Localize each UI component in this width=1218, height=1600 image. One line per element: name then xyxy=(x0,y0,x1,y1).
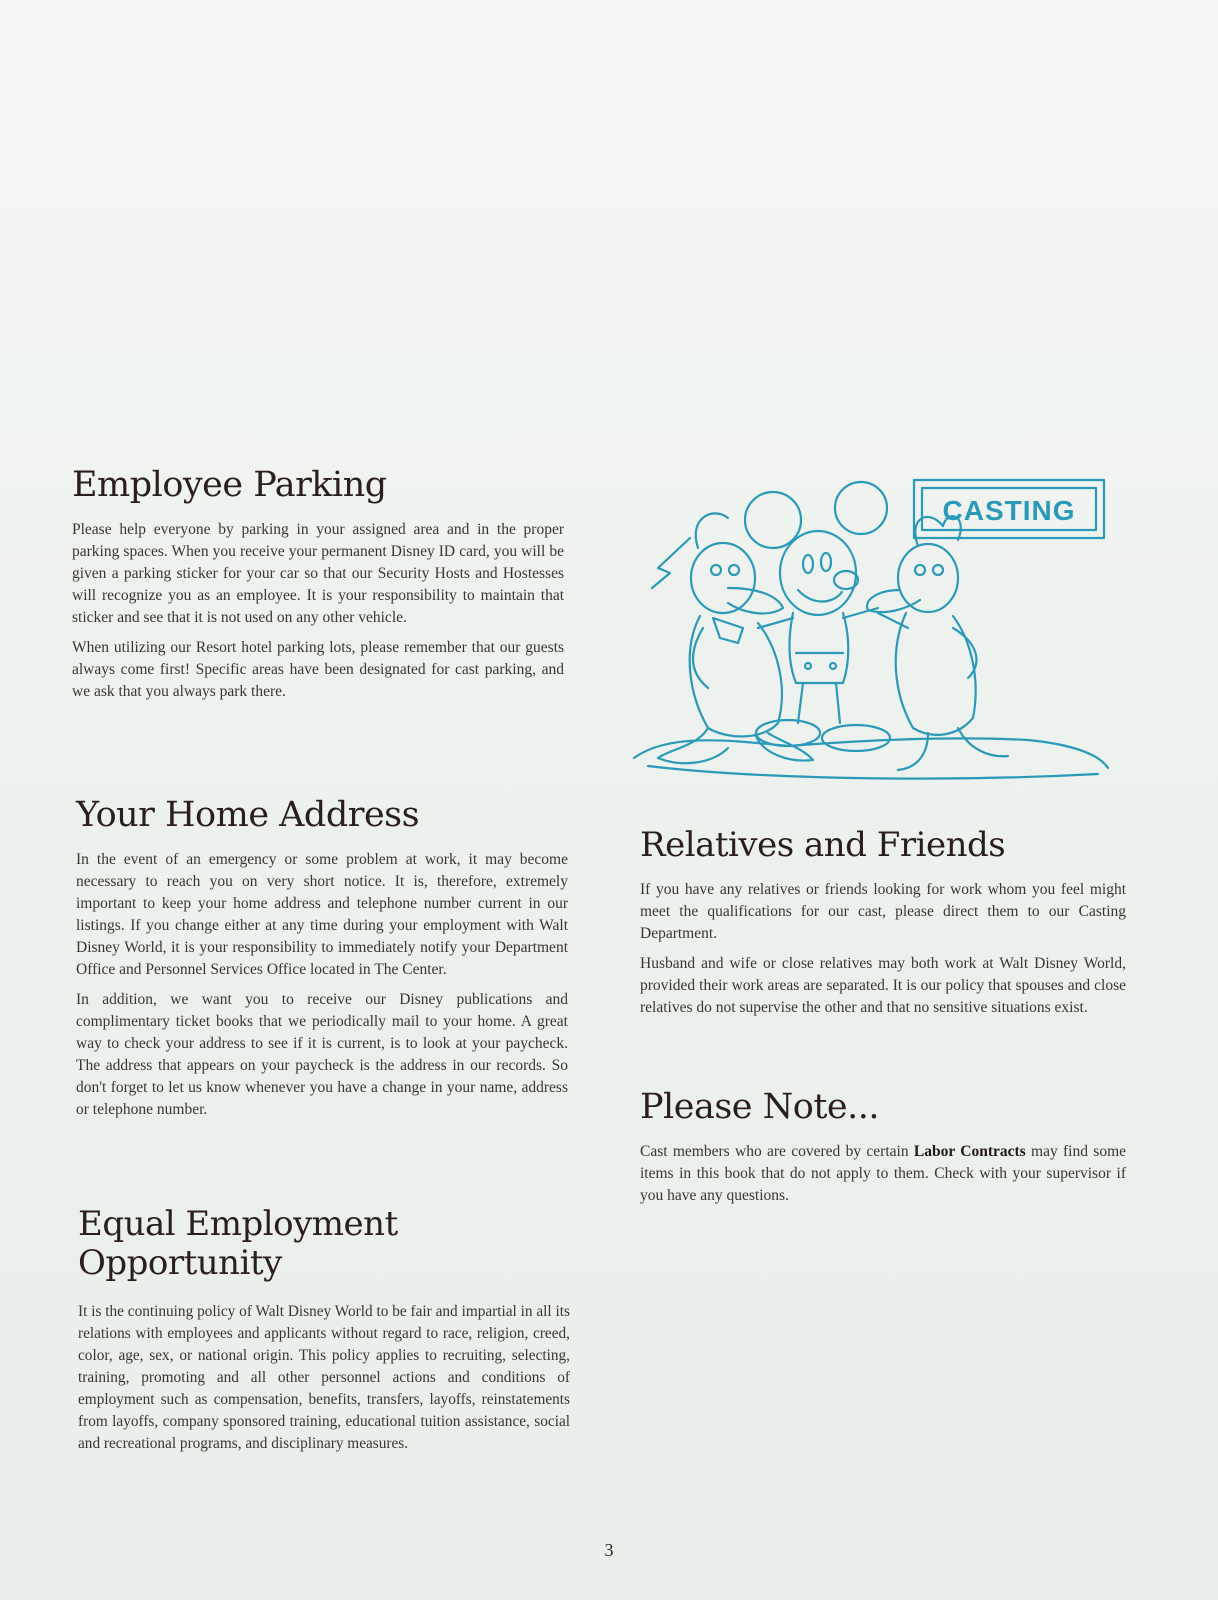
relatives-friends-heading: Relatives and Friends xyxy=(640,825,1006,865)
mickey-mouse-sketch xyxy=(745,482,890,751)
please-note-section xyxy=(640,1087,1126,1207)
home-address-paragraph-2: In addition, we want you to receive our Disney publications and complimentary ticket books that we periodically mail to your home. A great way to check your address to see if it is current, is to look at your paycheck. The address that appears on your paycheck is the address in our records. So don't forget to let us know whenever you have a change in your name, address or telephone number. xyxy=(76,991,568,1119)
casting-characters-illustration xyxy=(628,478,1128,808)
employee-parking-paragraph-1: Please help everyone by parking in your assigned area and in the proper parking spaces. When you receive your permanent Disney ID card, you will be given a parking sticker for your car so that our Security Hosts and Hostesses will recognize you as an employee. It is your responsibility to maintain that sticker and see that it is not used on any other vehicle. xyxy=(72,521,564,627)
please-note-paragraph xyxy=(640,1141,1126,1207)
please-note-heading: Please Note... xyxy=(640,1087,879,1127)
equal-employment-paragraph: It is the continuing policy of Walt Disney World to be fair and impartial in all its relations with employees and applicants without regard to race, religion, creed, color, age, sex, or national origin. This policy applies to recruiting, selecting, training, promoting and all other personnel actions and conditions of employment such as compensation, benefits, transfers, layoffs, reinstatements from layoffs, company sponsored training, educational tuition assistance, social and recreational programs, and disciplinary measures. xyxy=(78,1303,570,1453)
home-address-paragraph-1: In the event of an emergency or some problem at work, it may become necessary to reach you on very short notice. It is, therefore, extremely important to keep your home address and telephone number current in our listings. If you change either at any time during your employment with Walt Disney World, it is your responsibility to immediately notify your Department Office and Personnel Services Office located in The Center. xyxy=(76,851,568,979)
home-address-section xyxy=(76,795,568,1121)
relatives-friends-paragraph-1: If you have any relatives or friends looking for work whom you feel might meet the qualifications for our cast, please direct them to our Casting Department. xyxy=(640,881,1126,943)
home-address-heading: Your Home Address xyxy=(76,795,420,835)
equal-employment-heading xyxy=(78,1205,570,1283)
employee-parking-heading: Employee Parking xyxy=(72,465,387,505)
employee-parking-section xyxy=(72,465,564,703)
equal-employment-heading-line-1: Equal Employment xyxy=(78,1204,398,1244)
please-note-text-start: Cast members who are covered by certain xyxy=(640,1143,914,1161)
relatives-friends-paragraph-2: Husband and wife or close relatives may both work at Walt Disney World, provided their work areas are separated. It is our policy that spouses and close relatives do not supervise the other and that no sensitive situations exist. xyxy=(640,955,1126,1017)
please-note-text-end: may find some items in this book that do not apply to them. Check with your supervisor if you have any questions. xyxy=(640,1143,1127,1205)
equal-employment-heading-line-2: Opportunity xyxy=(78,1243,282,1284)
page-number: 3 xyxy=(604,1540,614,1560)
ground-shadow xyxy=(634,738,1108,768)
labor-contracts-emphasis: Labor Contracts xyxy=(913,1143,1026,1161)
relatives-friends-section xyxy=(640,826,1126,1019)
casting-sign-text: CASTING xyxy=(942,495,1076,526)
daisy-duck-sketch xyxy=(867,516,1008,770)
equal-employment-section xyxy=(78,1205,570,1455)
ground-line xyxy=(648,766,1098,779)
employee-parking-paragraph-2: When utilizing our Resort hotel parking lots, please remember that our guests always come first! Specific areas have been designated for cast parking, and we ask that you always park there. xyxy=(72,639,564,701)
